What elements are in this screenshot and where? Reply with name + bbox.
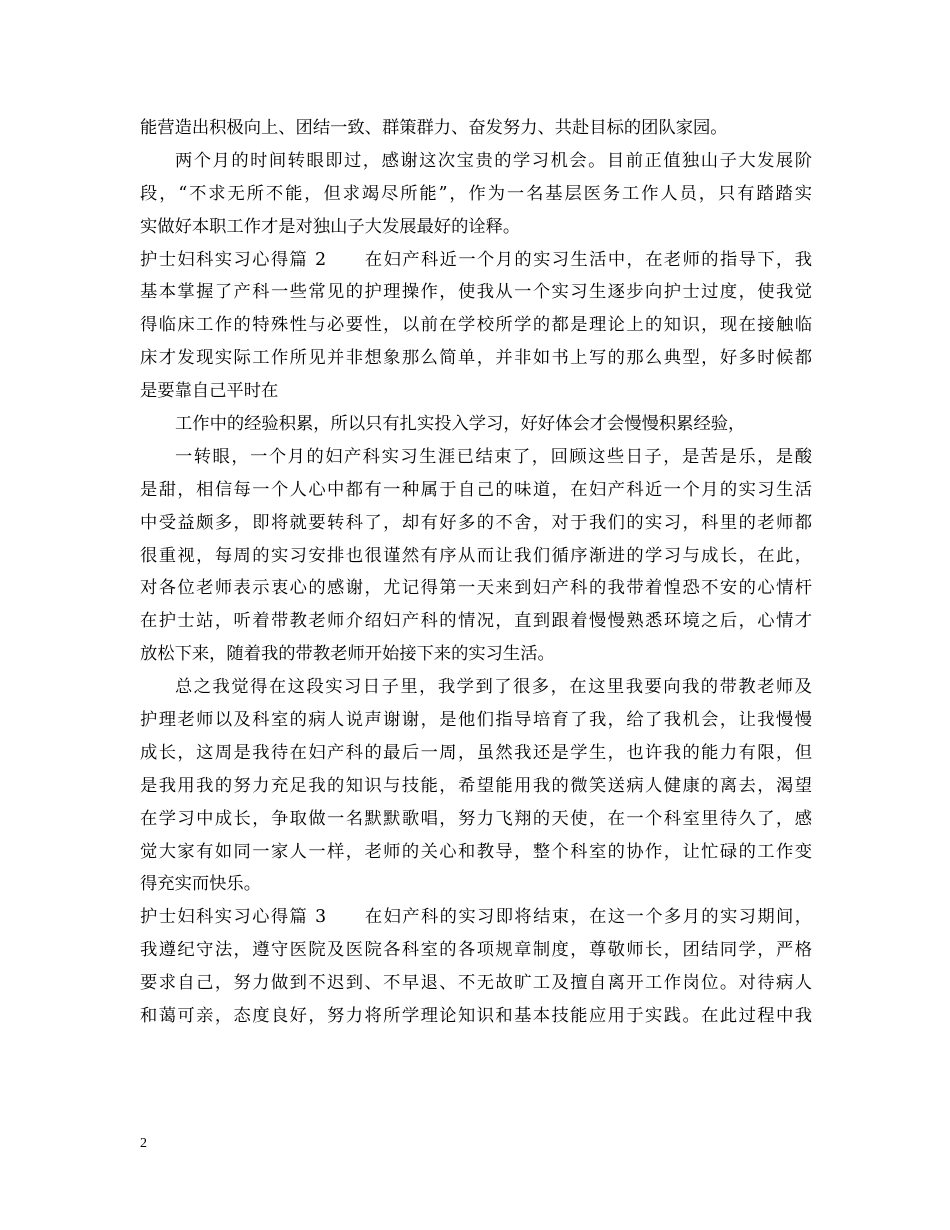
text-line: 一转眼，一个月的妇产科实习生涯已结束了，回顾这些日子，是苦是乐，是酸	[175, 446, 812, 467]
text-line: 总之我觉得在这段实习日子里，我学到了很多，在这里我要向我的带教老师及	[175, 677, 812, 698]
text-line: 得临床工作的特殊性与必要性，以前在学校所学的都是理论上的知识，现在接触临	[140, 315, 812, 336]
text-line: 很重视，每周的实习安排也很谨然有序从而让我们循序渐进的学习与成长，在此，	[140, 545, 812, 566]
document-body	[140, 112, 812, 1033]
text-line: 床才发现实际工作所见并非想象那么简单，并非如书上写的那么典型，好多时候都	[140, 348, 812, 369]
text-line: 和蔼可亲，态度良好，努力将所学理论知识和基本技能应用于实践。在此过程中我	[140, 1006, 812, 1027]
text-line: 是甜，相信每一个人心中都有一种属于自己的味道，在妇产科近一个月的实习生活	[140, 479, 812, 500]
text-line: 我遵纪守法，遵守医院及医院各科室的各项规章制度，尊敬师长，团结同学，严格	[140, 940, 812, 961]
text-line: 基本掌握了产科一些常见的护理操作，使我从一个实习生逐步向护士过度，使我觉	[140, 282, 812, 303]
text-line: 护理老师以及科室的病人说声谢谢，是他们指导培育了我，给了我机会，让我慢慢	[140, 710, 812, 731]
text-line: 中受益颇多，即将就要转科了，却有好多的不舍，对于我们的实习，科里的老师都	[140, 512, 812, 533]
text-line: 得充实而快乐。	[140, 874, 261, 895]
text-line: 在护士站，听着带教老师介绍妇产科的情况，直到跟着慢慢熟悉环境之后，心情才	[140, 611, 812, 632]
text-line: 两个月的时间转眼即过，感谢这次宝贵的学习机会。目前正值独山子大发展阶	[175, 150, 812, 171]
text-line: 实做好本职工作才是对独山子大发展最好的诠释。	[140, 216, 521, 237]
page-number: 2	[140, 1136, 147, 1151]
text-line: 在学习中成长，争取做一名默默歌唱，努力飞翔的天使，在一个科室里待久了，感	[140, 808, 812, 829]
text-line: 是我用我的努力充足我的知识与技能，希望能用我的微笑送病人健康的离去，渴望	[140, 775, 812, 796]
text-line: 觉大家有如同一家人一样，老师的关心和教导，整个科室的协作，让忙碌的工作变	[140, 841, 812, 862]
text-line: 能营造出积极向上、团结一致、群策群力、奋发努力、共赴目标的团队家园。	[140, 118, 728, 138]
text-line: 工作中的经验积累，所以只有扎实投入学习，好好体会才会慢慢积累经验，	[175, 414, 746, 435]
text-line: 是要靠自己平时在	[140, 381, 279, 402]
text-line: 放松下来，随着我的带教老师开始接下来的实习生活。	[140, 644, 555, 665]
text-line: 对各位老师表示衷心的感谢，尤记得第一天来到妇产科的我带着惶恐不安的心情杆	[140, 578, 812, 599]
text-line: 要求自己，努力做到不迟到、不早退、不无故旷工及擅自离开工作岗位。对待病人	[140, 973, 812, 994]
section-heading-line: 护士妇科实习心得篇 3 在妇产科的实习即将结束，在这一个多月的实习期间，	[140, 907, 812, 928]
section-heading-line: 护士妇科实习心得篇 2 在妇产科近一个月的实习生活中，在老师的指导下，我	[140, 249, 812, 270]
text-line: 段，“不求无所不能，但求竭尽所能”，作为一名基层医务工作人员，只有踏踏实	[140, 183, 812, 204]
text-line: 成长，这周是我待在妇产科的最后一周，虽然我还是学生，也许我的能力有限，但	[140, 742, 812, 763]
